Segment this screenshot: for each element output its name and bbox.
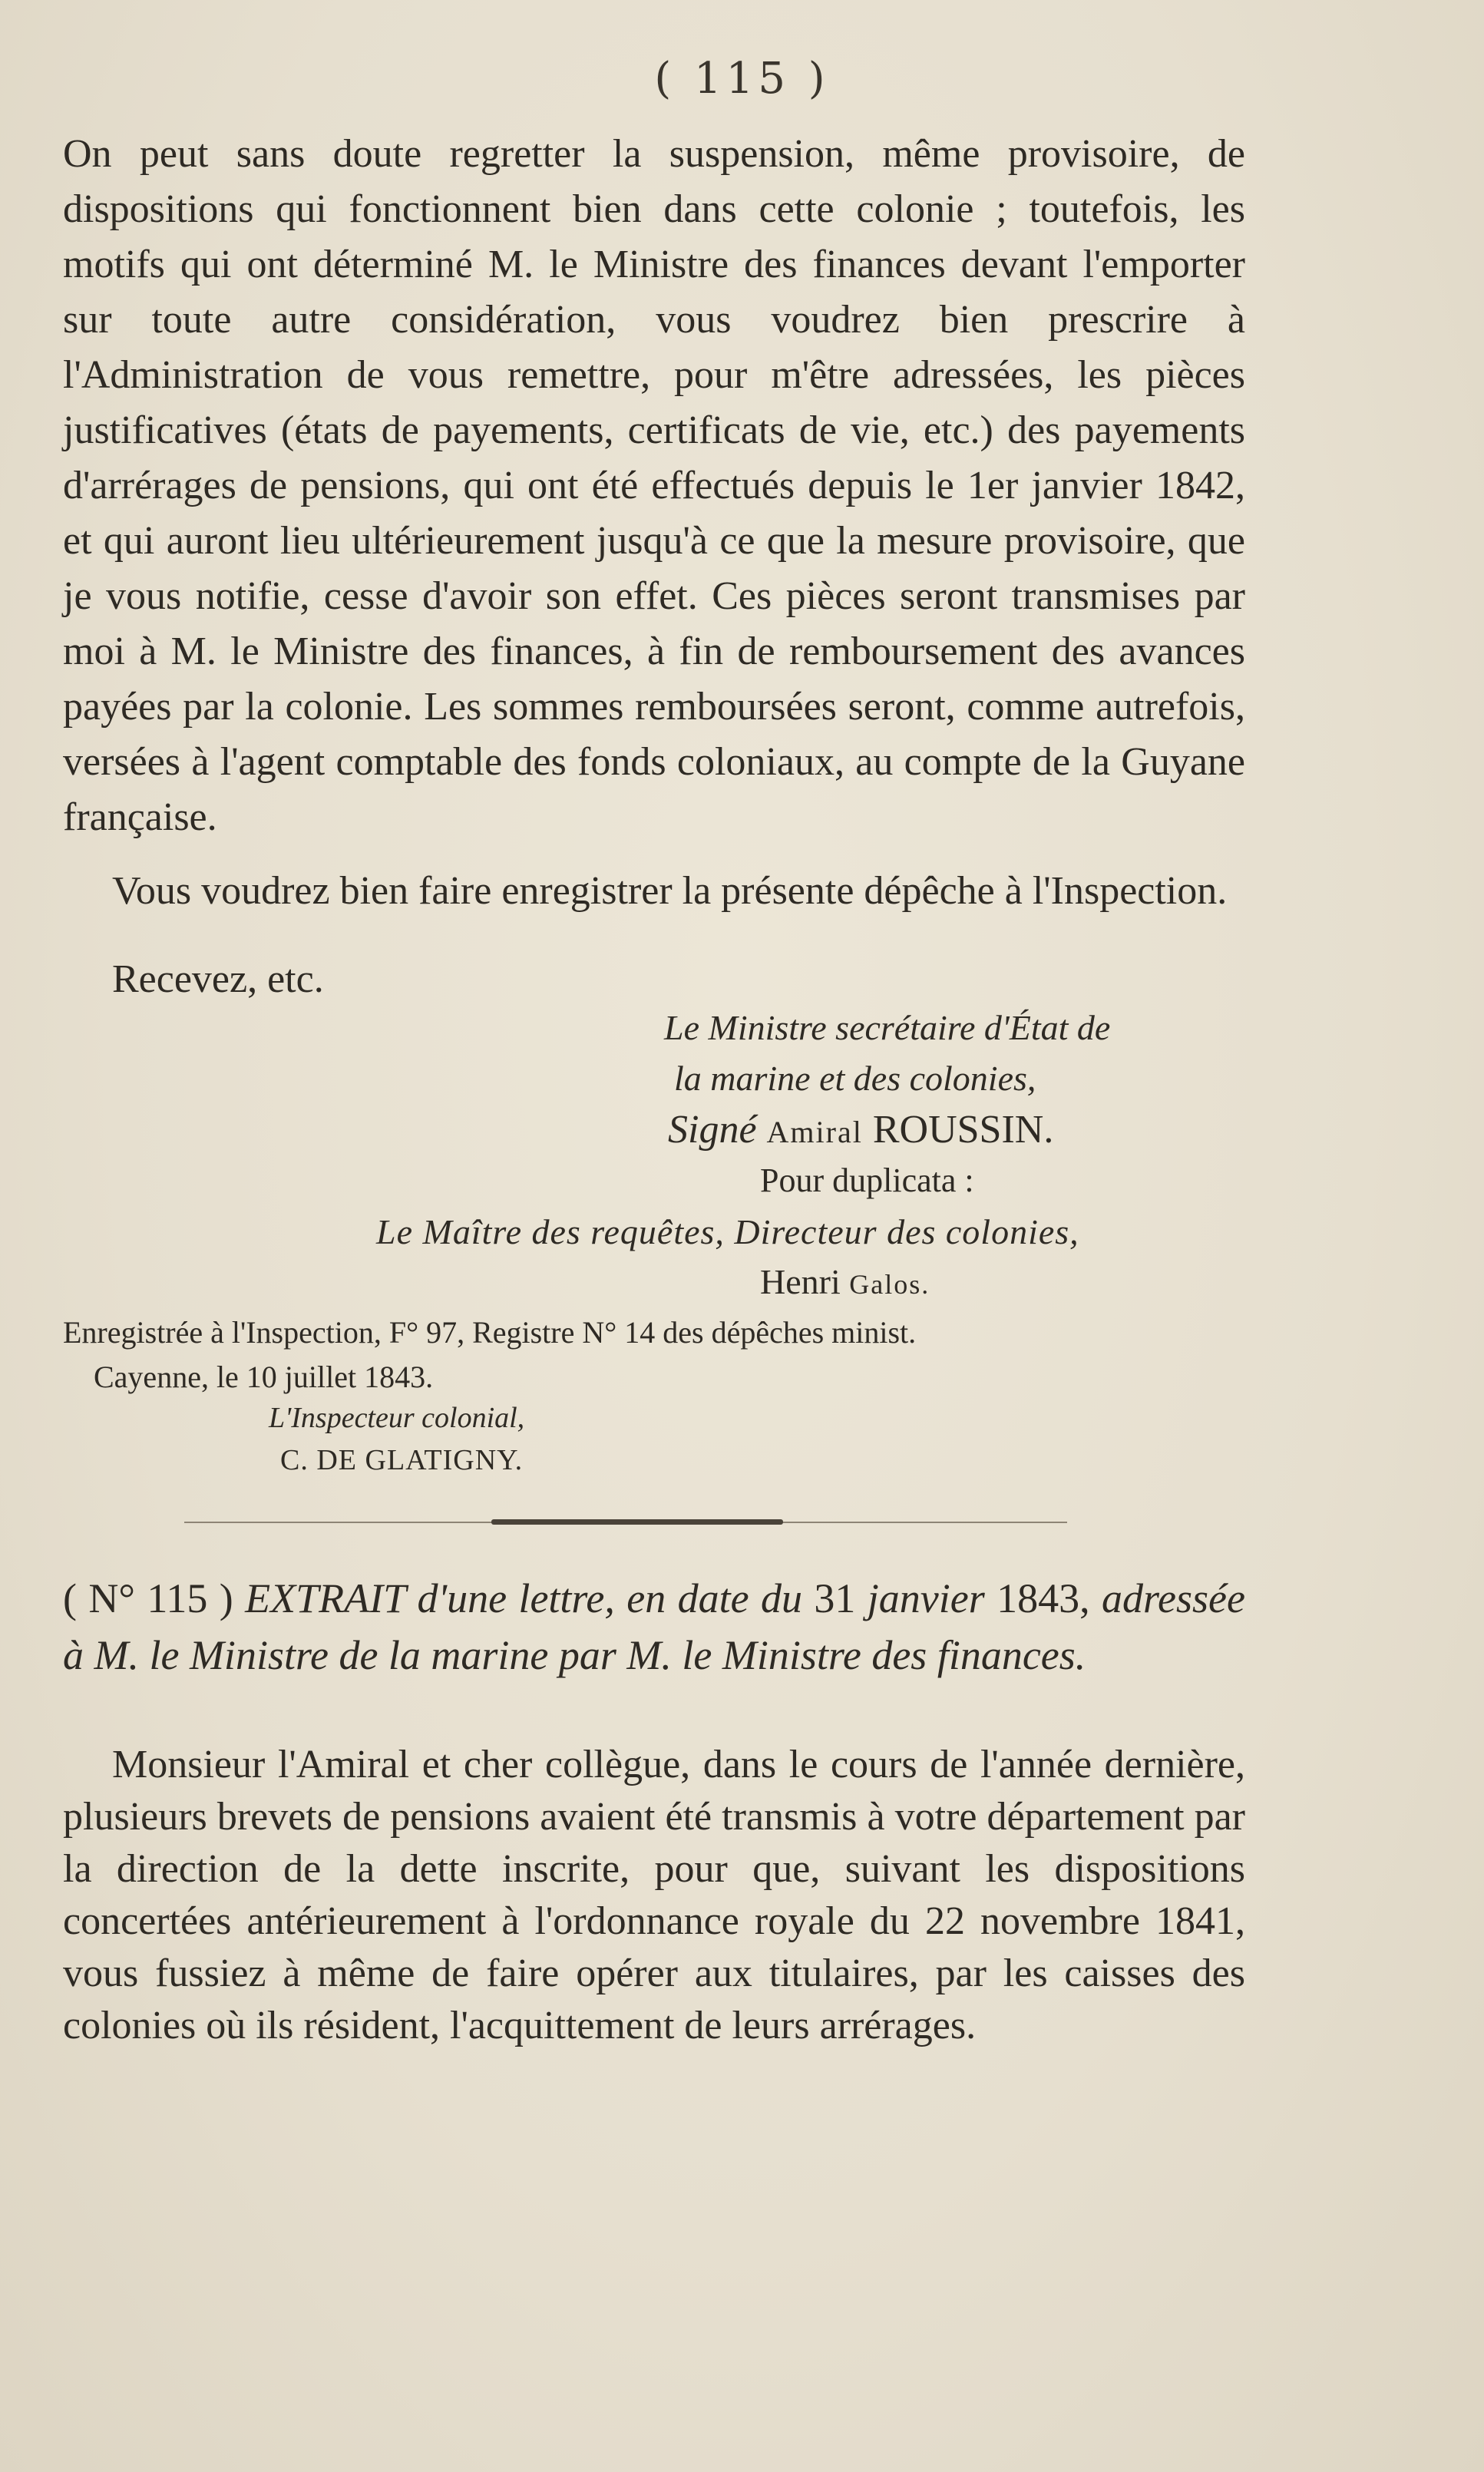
extract-heading	[63, 1570, 1245, 1684]
director-last-name: Galos.	[849, 1269, 930, 1300]
duplicata-label: Pour duplicata :	[760, 1162, 974, 1199]
extract-number: ( N° 115 )	[63, 1575, 233, 1621]
director-name	[760, 1261, 930, 1302]
letter-closing	[63, 952, 1245, 1007]
letter-paragraph-1	[63, 127, 1245, 845]
registration-line: Enregistrée à l'Inspection, F° 97, Registre N° 14 des dépêches minist.	[63, 1315, 917, 1350]
extract-date-day: 31	[814, 1575, 856, 1621]
signature-name: ROUSSIN.	[872, 1108, 1054, 1152]
page-number: ( 115 )	[654, 54, 830, 104]
director-title: Le Maître des requêtes, Directeur des colonies,	[376, 1212, 1079, 1251]
extract-title: EXTRAIT d'une lettre, en date du	[245, 1575, 803, 1621]
inspector-title: L'Inspecteur colonial,	[269, 1402, 525, 1434]
paragraph-text: Vous voudrez bien faire enregistrer la présente dépêche à l'Inspection.	[112, 869, 1228, 913]
extract-heading-rest: adressée à M. le Ministre de la marine par M. le Ministre des finances.	[63, 1575, 1245, 1678]
paragraph-text: On peut sans doute regretter la suspension, même provisoire, de dispositions qui fonctionnent bien dans cette colonie ; toutefois, les motifs qui ont déterminé M. le Ministre des finances devant l'emporter sur toute autre considération, vous voudrez bien prescrire à l'Administration de vous remettre, pour m'être adressées, les pièces justificatives (états de payements, certificats de vie, etc.) des payements d'arrérages de pensions, qui ont été effectués depuis le 1er janvier 1842, et qui auront lieu ultérieurement jusqu'à ce que la mesure provisoire, que je vous notifie, cesse d'avoir son effet. Ces pièces seront transmises par moi à M. le Ministre des finances, à fin de remboursement des avances payées par la colonie. Les sommes remboursées seront, comme autrefois, versées à l'agent comptable des fonds coloniaux, au compte de la Guyane française.	[63, 132, 1245, 839]
signature-title-line-1: Le Ministre secrétaire d'État de	[664, 1008, 1111, 1047]
extract-body: Monsieur l'Amiral et cher collègue, dans le cours de l'année dernière, plusieurs brevets de pensions avaient été transmis à votre département par la direction de la dette inscrite, pour que, suivant les dispositions concertées antérieurement à l'ordonnance royale du 22 novembre 1841, vous fussiez à même de faire opérer aux titulaires, par les caisses des colonies où ils résident, l'acquittement de leurs arrérages.	[63, 1743, 1245, 2047]
inspector-name: C. DE GLATIGNY.	[280, 1444, 524, 1476]
divider-ornament	[491, 1519, 783, 1525]
signe-word: Signé	[668, 1108, 757, 1152]
director-first-name: Henri	[760, 1262, 841, 1301]
registration-place-date: Cayenne, le 10 juillet 1843.	[94, 1360, 434, 1394]
signature-name-line	[668, 1107, 1053, 1152]
signature-rank: Amiral	[766, 1115, 863, 1149]
extract-date-year: 1843,	[996, 1575, 1090, 1621]
signature-title-line-2: la marine et des colonies,	[674, 1059, 1036, 1098]
closing-text: Recevez, etc.	[112, 957, 324, 1001]
letter-paragraph-2	[63, 864, 1245, 919]
extract-date-month: janvier	[867, 1575, 985, 1621]
